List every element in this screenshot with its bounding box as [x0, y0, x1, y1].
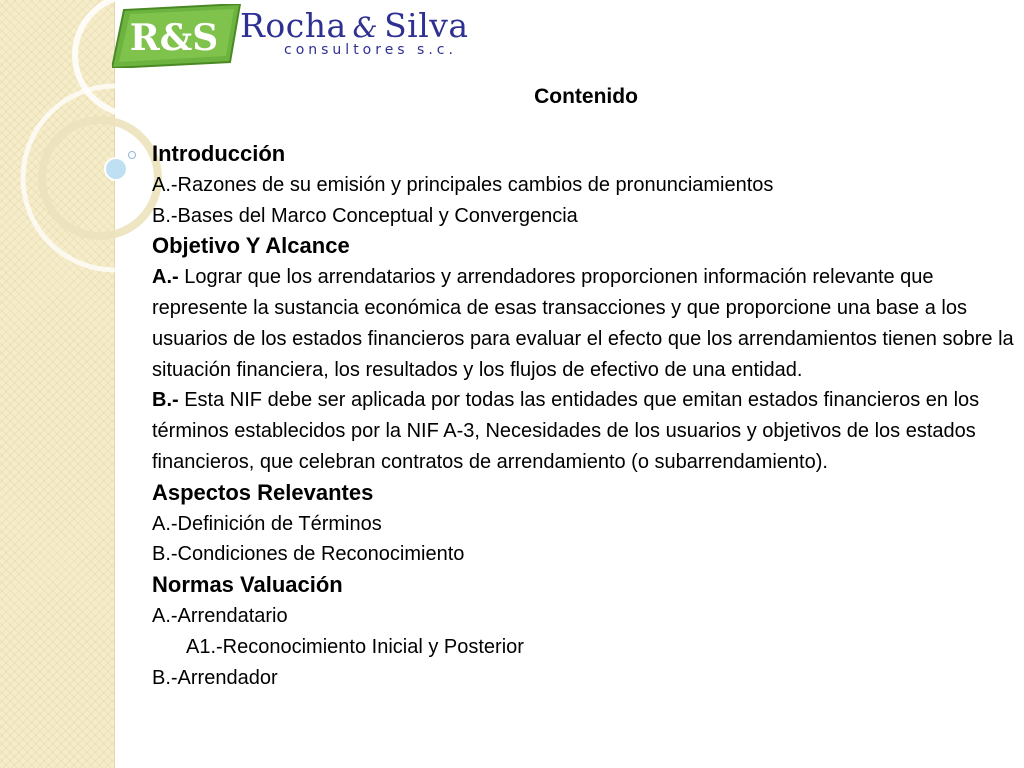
heading-introduccion: Introducción [152, 141, 286, 166]
logo-company-name: Rocha & Silva [240, 6, 469, 45]
decorative-side-panel [0, 0, 115, 768]
logo-badge-icon [112, 4, 242, 68]
logo-badge-text: R&S [129, 17, 219, 59]
norms-item-b: B.-Arrendador [152, 666, 278, 689]
logo-tagline: consultores s.c. [284, 42, 457, 58]
heading-normas: Normas Valuación [152, 572, 343, 598]
heading-objetivo: Objetivo Y Alcance [152, 233, 350, 259]
aspects-item-b: B.-Condiciones de Reconocimiento [152, 543, 465, 566]
bullet-icon [128, 151, 136, 159]
content-body [152, 80, 1014, 693]
page-title: Contenido [534, 85, 638, 108]
objective-item-b: B.- Esta NIF debe ser aplicada por todas las entidades que emitan estados financieros en los términos establecidos por la NIF A-3, Necesidades de los usuarios y objetivos de los estados financieros, que celebran contratos de arrendamiento (o subarrendamiento). [152, 389, 980, 473]
company-logo [112, 0, 532, 78]
intro-item-b: B.-Bases del Marco Conceptual y Convergencia [152, 204, 578, 227]
heading-aspectos: Aspectos Relevantes [152, 479, 374, 505]
norms-item-a1: A1.-Reconocimiento Inicial y Posterior [186, 635, 524, 658]
intro-item-a: A.-Razones de su emisión y principales cambios de pronunciamientos [152, 173, 774, 196]
norms-item-a: A.-Arrendatario [152, 604, 288, 627]
aspects-item-a: A.-Definición de Términos [152, 512, 382, 535]
objective-item-a: A.- Lograr que los arrendatarios y arrendadores proporcionen información relevante que represente la sustancia económica de esas transacciones y que proporcione una base a los usuarios de los estados financieros para evaluar el efecto que los arrendamientos tienen sobre la situación financiera, los resultados y los flujos de efectivo de una entidad. [152, 266, 1014, 381]
